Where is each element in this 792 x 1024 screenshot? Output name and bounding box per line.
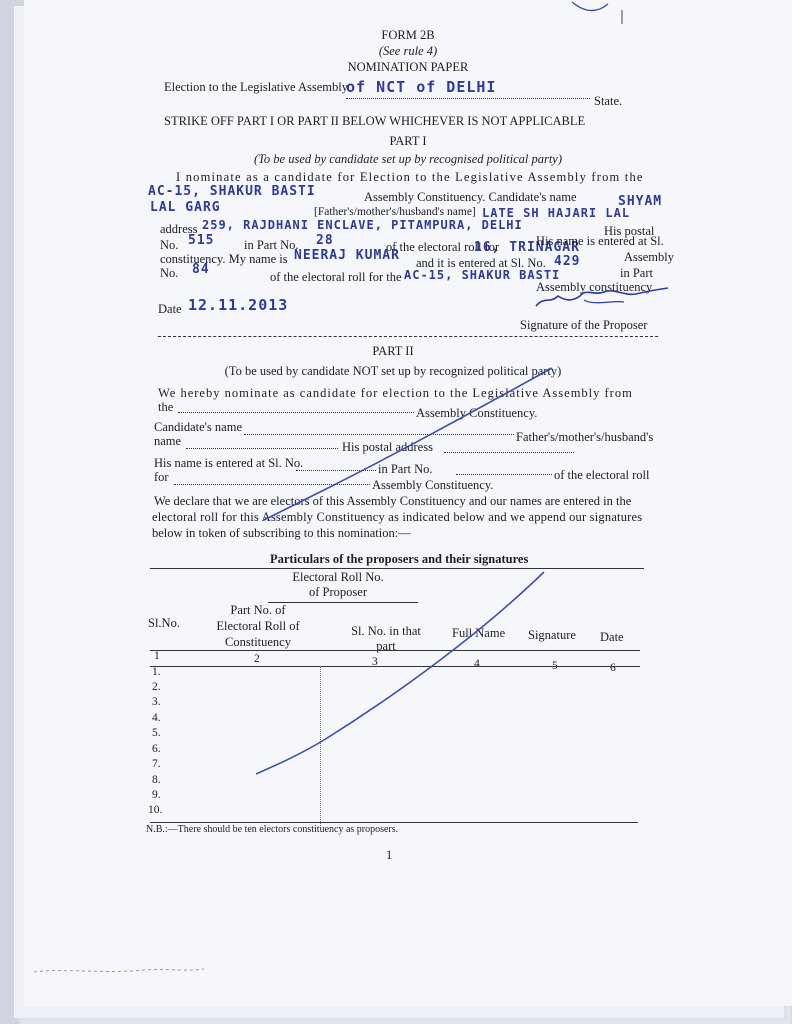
proposer-part-handwriting: 84 [192,262,210,277]
roll-label: of the electoral roll for [386,240,500,254]
column-header-slno: Sl.No. [148,616,180,630]
proposer-ac-handwriting: AC-15, SHAKUR BASTI [404,268,561,282]
assembly-label: Assembly [624,250,674,264]
group-header-2: of Proposer [309,585,367,599]
handwriting-overlay [24,0,792,1006]
form-number: FORM 2B [381,28,435,42]
column-header-part-no: Part No. of Electoral Roll of Constituency [216,603,300,649]
proposer-slno-handwriting: 429 [554,254,581,269]
entered2-label: and it is entered at Sl. No. [416,256,546,270]
form-rule: (See rule 4) [378,44,438,58]
column-number: 6 [610,662,616,674]
column-number: 3 [372,656,378,668]
form-title: NOMINATION PAPER [347,60,469,74]
faint-scribble [34,969,204,972]
in-part2-label: in Part [620,266,653,280]
part2-line1: We hereby nominate as candidate for election to the Legislative Assembly from [158,386,633,400]
column-header-full-name: Full Name [452,626,506,640]
part2-title: PART II [372,344,414,358]
declaration-line3: below in token of subscribing to this nomination:— [152,526,411,540]
father-handwriting: LATE SH HAJARI LAL [482,206,631,220]
part2-father-label: Father's/mother's/husband's [516,430,654,444]
column-number: 2 [254,653,260,665]
table-row-number: 2. [152,681,161,693]
page-number: 1 [386,848,393,862]
column-number: 4 [474,658,480,670]
nomination-form-page [24,0,792,1006]
part1-subtitle: (To be used by candidate set up by recognised political party) [253,152,563,166]
column-number: 5 [552,660,558,672]
table-caption: Particulars of the proposers and their signatures [270,552,529,566]
declaration-line1: We declare that we are electors of this Assembly Constituency and our names are entered in the [154,494,632,508]
strike-through-line [264,368,552,520]
entered-label: His name is entered at Sl. [536,234,664,248]
corner-ink-mark [572,2,608,11]
table-row-number: 10. [148,804,163,816]
signature-label: Signature of the Proposer [520,318,648,332]
election-suffix: State. [594,94,623,108]
part1-line1: I nominate as a candidate for Election to the Legislative Assembly from the [176,170,644,184]
strike-through-line [256,572,544,774]
slno-handwriting: 515 [188,233,215,248]
table-row-number: 6. [152,743,161,755]
proposer-signature [584,300,624,303]
candidate-handwriting-1: SHYAM [618,194,663,209]
address-label: address [160,222,198,236]
part2-subtitle: (To be used by candidate NOT set up by recognized political party) [224,364,562,378]
proposer-signature [536,288,668,306]
assembly2-label: Assembly constituency. [536,280,655,294]
part1-title: PART I [389,134,427,148]
table-row-number: 5. [152,727,161,739]
column-header-signature: Signature [528,628,576,642]
table-row-number: 7. [152,758,161,770]
column-number: 1 [154,650,160,662]
father-label: [Father's/mother's/husband's name] [314,206,476,218]
no2-label: No. [160,266,179,280]
candidate-handwriting-2: LAL GARG [150,200,221,215]
table-row-number: 1. [152,666,161,678]
part-handwriting: 28 [316,233,334,248]
table-note: N.B.:—There should be ten electors constituency as proposers. [146,824,399,835]
roll-handwriting: 16, TRINAGAR [474,240,580,255]
election-state-handwriting: of NCT of DELHI [346,78,497,96]
address-handwriting: 259, RAJDHANI ENCLAVE, PITAMPURA, DELHI [202,218,523,232]
roll2-label: of the electoral roll for the [270,270,402,284]
constituency-label: constituency. My name is [160,252,288,266]
table-row-number: 4. [152,712,161,724]
assembly-text: Assembly Constituency. Candidate's name [364,190,577,204]
declaration-line2: electoral roll for this Assembly Constituency as indicated below and we append our signatures [152,510,643,524]
part2-entered-label: His name is entered at Sl. No. [154,456,304,470]
constituency-handwriting: AC-15, SHAKUR BASTI [148,184,316,199]
part2-line2-suffix: Assembly Constituency. [416,406,538,420]
part2-assembly-label: Assembly Constituency. [372,478,494,492]
column-header-sl-no-part: Sl. No. in that part [351,624,421,653]
date-handwriting: 12.11.2013 [188,296,289,314]
table-row-number: 8. [152,774,161,786]
part2-postal-label: His postal address [342,440,433,454]
strike-instruction: STRIKE OFF PART I OR PART II BELOW WHICHEVER IS NOT APPLICABLE [164,114,586,128]
part2-line2-prefix: the [158,400,174,414]
table-row-number: 9. [152,789,161,801]
no-label: No. [160,238,179,252]
date-label: Date [158,302,182,316]
postal-label: His postal [604,224,655,238]
part2-roll-label: of the electoral roll [554,468,650,482]
part2-candidate-label: Candidate's name [154,420,242,434]
election-prefix: Election to the Legislative Assembly [164,80,348,94]
proposer-handwriting: NEERAJ KUMAR [294,248,400,263]
part2-for-label: for [154,470,169,484]
group-header-1: Electoral Roll No. [292,570,384,584]
table-row-number: 3. [152,696,161,708]
part2-inpart-label: in Part No. [378,462,433,476]
column-header-date: Date [600,630,624,644]
part2-name-label: name [154,434,182,448]
in-part-label: in Part No. [244,238,299,252]
